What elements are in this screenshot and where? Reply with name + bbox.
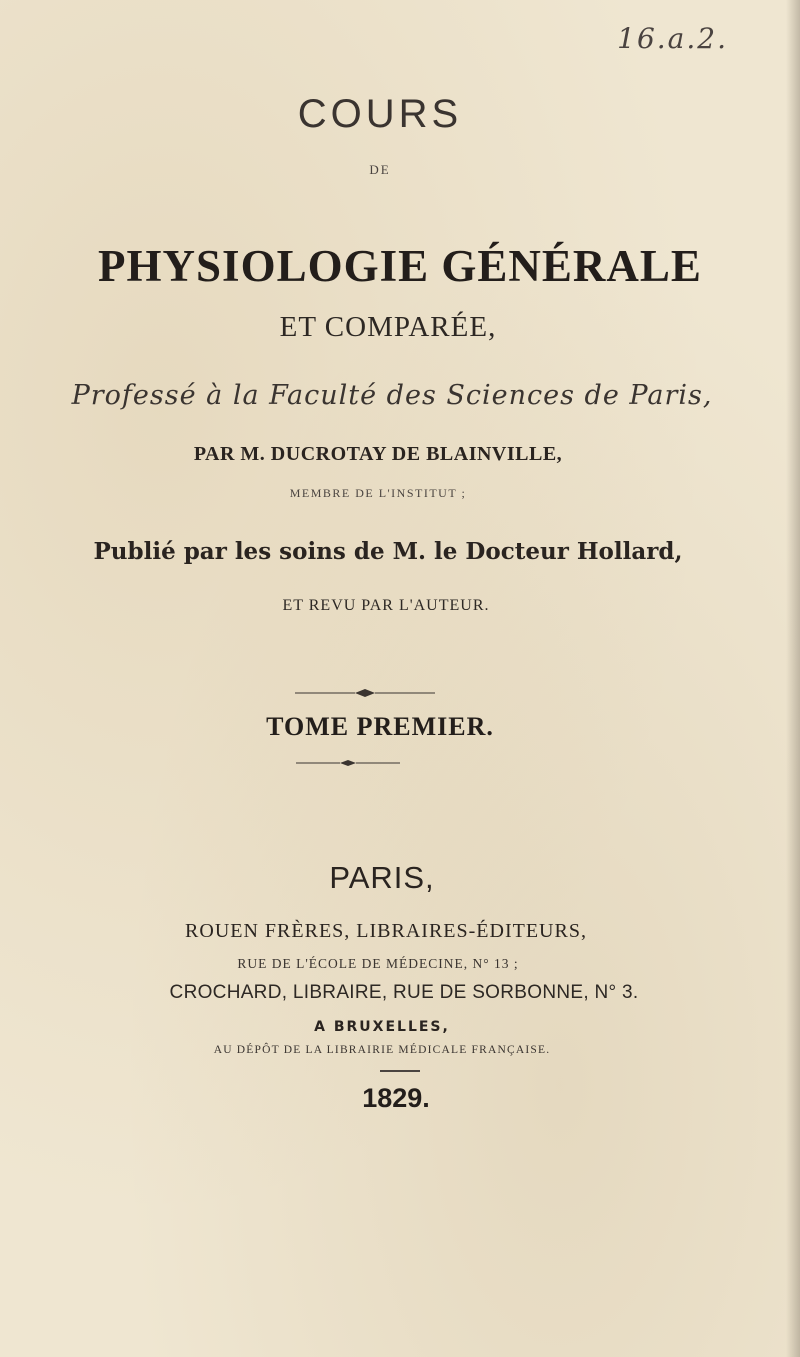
page-edge-shadow [786, 0, 800, 1357]
depot-line: AU DÉPÔT DE LA LIBRAIRIE MÉDICALE FRANÇAISE. [213, 1044, 551, 1056]
city-heading: PARIS, [329, 860, 435, 895]
brussels-line: A BRUXELLES, [314, 1019, 450, 1035]
author-line: PAR M. DUCROTAY DE BLAINVILLE, [193, 443, 563, 465]
published-by-line: Publié par les soins de M. le Docteur Hollard, [93, 538, 683, 565]
handwritten-line: Professé à la Faculté des Sciences de Paris, [71, 380, 713, 411]
member-line: MEMBRE DE L'INSTITUT ; [289, 486, 467, 500]
shelfmark: 16.a.2. [617, 22, 728, 55]
cours-heading: COURS [297, 92, 463, 136]
revised-line: ET REVU PAR L'AUTEUR. [282, 597, 490, 614]
year: 1829. [362, 1083, 430, 1113]
main-title: PHYSIOLOGIE GÉNÉRALE [98, 241, 702, 291]
address-1: RUE DE L'ÉCOLE DE MÉDECINE, N° 13 ; [237, 956, 519, 971]
ornamental-rule-top [295, 688, 435, 698]
short-rule [380, 1070, 420, 1072]
volume-heading: TOME PREMIER. [266, 712, 494, 741]
de-label: DE [369, 162, 391, 177]
subtitle: ET COMPARÉE, [279, 311, 497, 343]
publisher-1: ROUEN FRÈRES, LIBRAIRES-ÉDITEURS, [185, 920, 587, 942]
ornamental-rule-bottom [296, 758, 400, 768]
publisher-2: CROCHARD, LIBRAIRE, RUE DE SORBONNE, N° 3. [169, 982, 639, 1003]
